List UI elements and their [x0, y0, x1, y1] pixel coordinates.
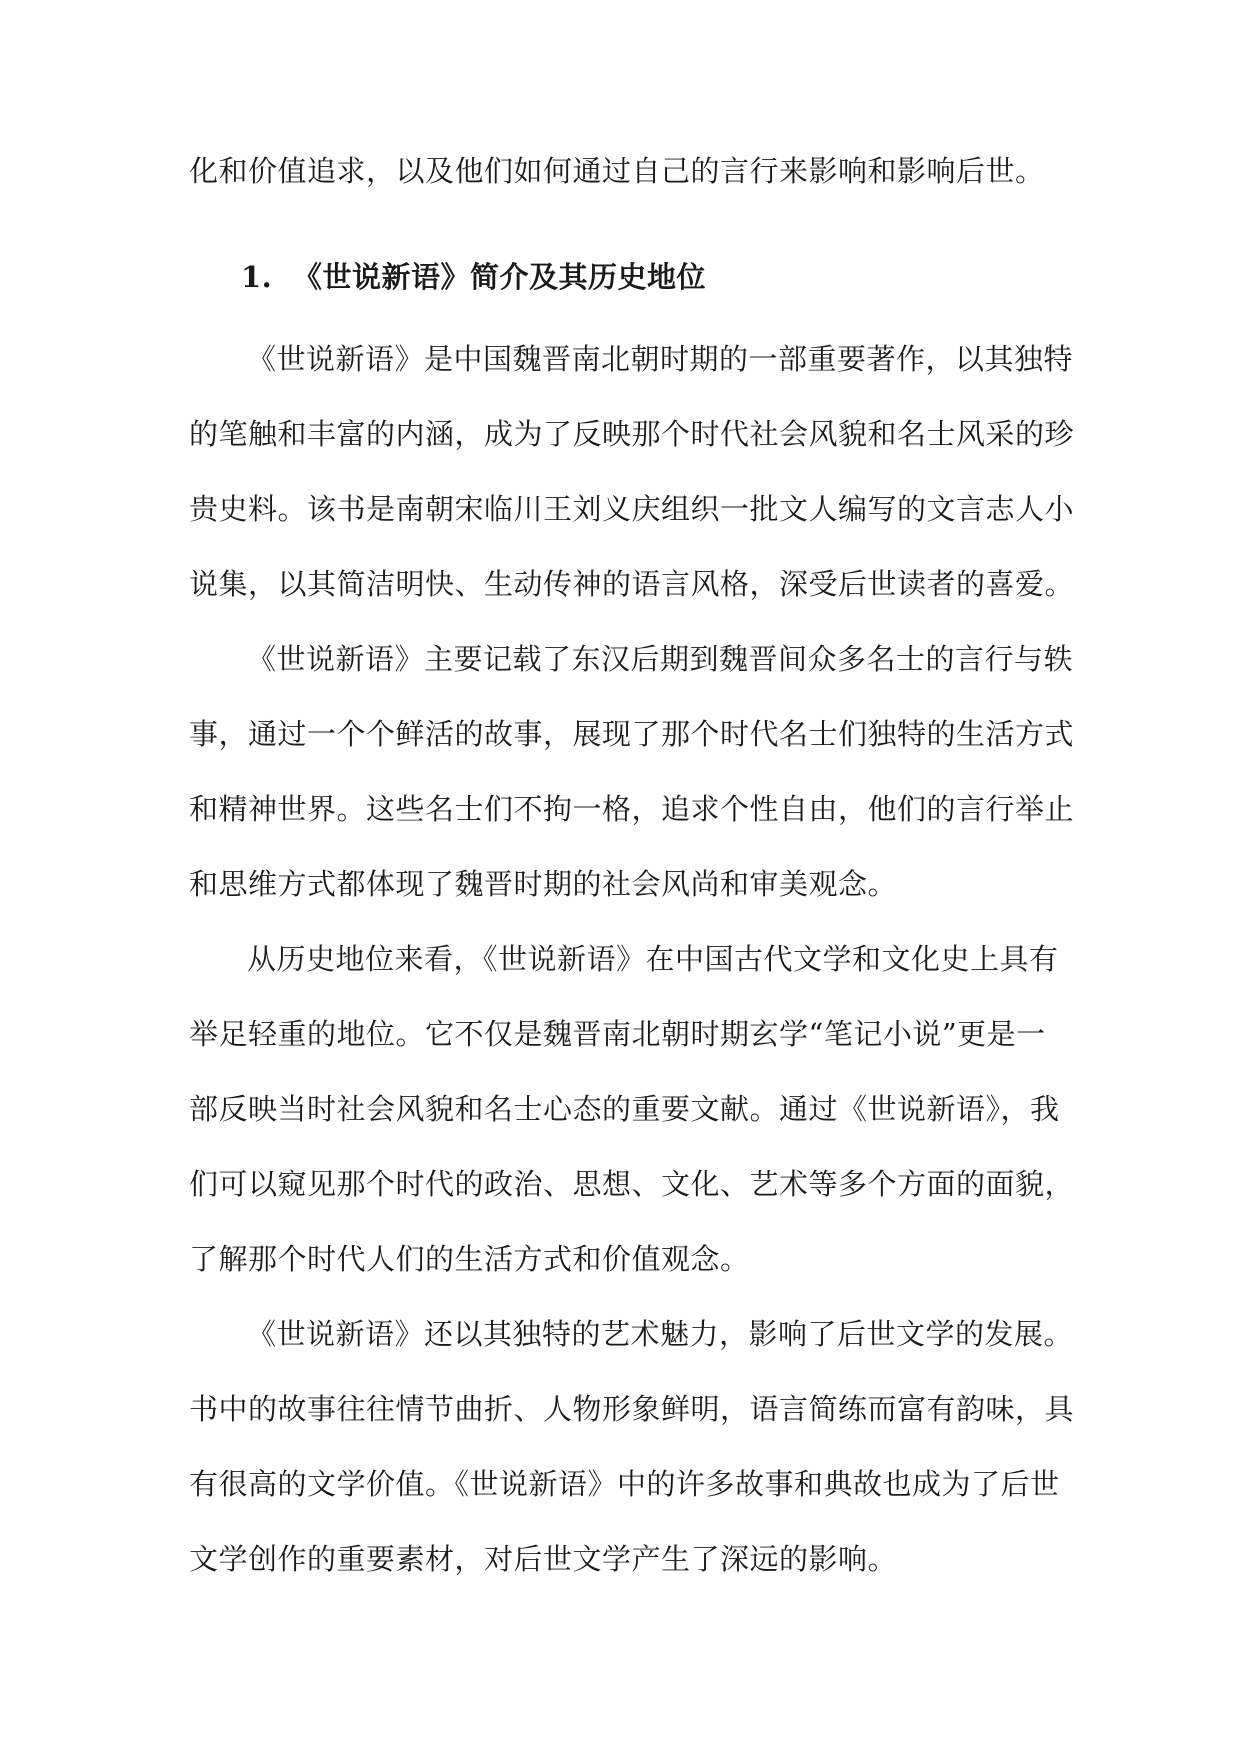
paragraph-line: 《世说新语》还以其独特的艺术魅力，影响了后世文学的发展。 [247, 1317, 1074, 1351]
continuation-paragraph [189, 134, 1059, 209]
paragraph-line: 和精神世界。这些名士们不拘一格，追求个性自由，他们的言行举止 [189, 792, 1075, 826]
paragraph-line: 文学创作的重要素材，对后世文学产生了深远的影响。 [189, 1542, 898, 1576]
paragraph-line: 了解那个时代人们的生活方式和价值观念。 [189, 1242, 750, 1276]
paragraph-line: 《世说新语》是中国魏晋南北朝时期的一部重要著作，以其独特 [247, 342, 1074, 376]
paragraph-line: 《世说新语》主要记载了东汉后期到魏晋间众多名士的言行与轶 [247, 642, 1074, 676]
paragraph-line: 事，通过一个个鲜活的故事，展现了那个时代名士们独特的生活方式 [189, 717, 1075, 751]
paragraph-line: 举足轻重的地位。它不仅是魏晋南北朝时期玄学“笔记小说”更是一 [189, 1017, 1046, 1051]
paragraph-line: 有很高的文学价值。《世说新语》中的许多故事和典故也成为了后世 [189, 1467, 1060, 1501]
paragraph-history [189, 922, 1075, 1297]
paragraph-line: 们可以窥见那个时代的政治、思想、文化、艺术等多个方面的面貌， [189, 1167, 1075, 1201]
section-heading [189, 240, 1059, 315]
section-number: 1. [241, 260, 273, 294]
paragraph-line: 的笔触和丰富的内涵，成为了反映那个时代社会风貌和名士风采的珍 [189, 417, 1075, 451]
paragraph-line: 书中的故事往往情节曲折、人物形象鲜明，语言简练而富有韵味，具 [189, 1392, 1075, 1426]
paragraph-line: 和思维方式都体现了魏晋时期的社会风尚和审美观念。 [189, 867, 898, 901]
paragraph-line: 从历史地位来看，《世说新语》在中国古代文学和文化史上具有 [247, 942, 1059, 976]
paragraph-line: 说集，以其简洁明快、生动传神的语言风格，深受后世读者的喜爱。 [189, 567, 1075, 601]
paragraph-intro [189, 322, 1075, 622]
paragraph-line: 部反映当时社会风貌和名士心态的重要文献。通过《世说新语》，我 [189, 1092, 1060, 1126]
paragraph-influence [189, 1297, 1075, 1597]
paragraph-line: 贵史料。该书是南朝宋临川王刘义庆组织一批文人编写的文言志人小 [189, 492, 1075, 526]
paragraph-content [189, 622, 1075, 922]
continuation-line: 化和价值追求，以及他们如何通过自己的言行来影响和影响后世。 [189, 154, 1045, 188]
section-title: 《世说新语》简介及其历史地位 [293, 260, 707, 294]
